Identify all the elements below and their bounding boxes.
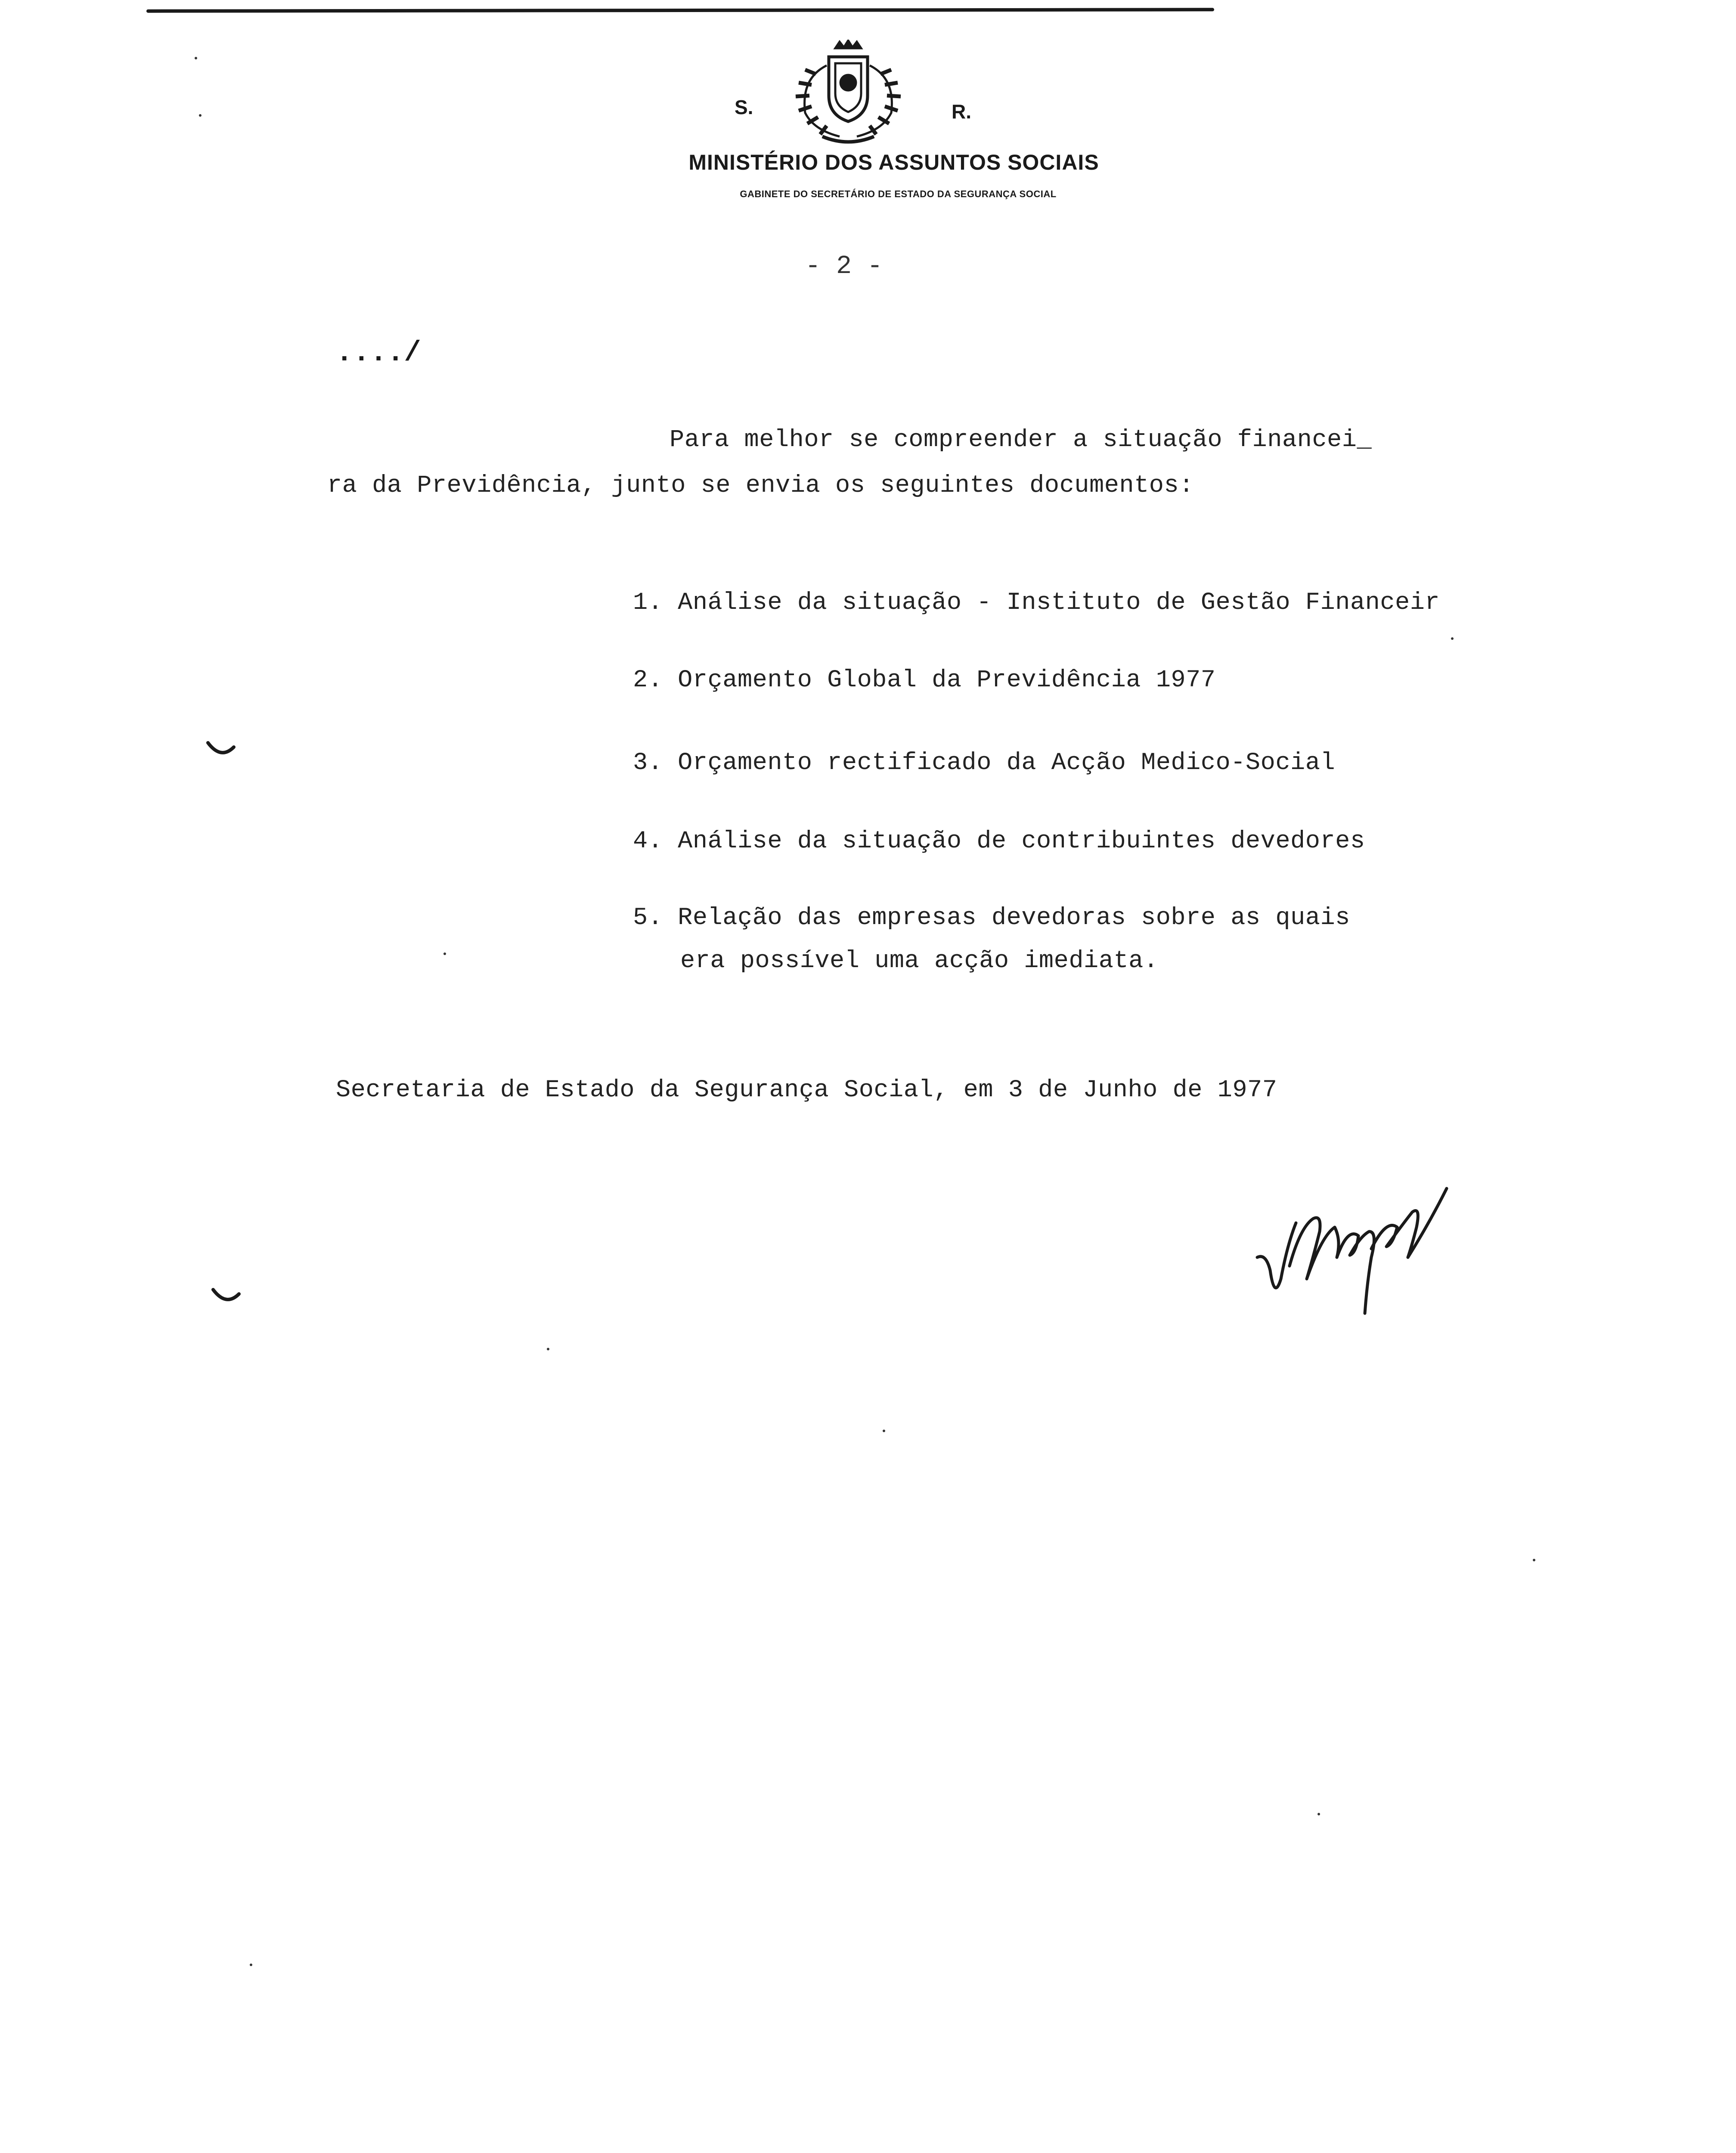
document-list-item: 1. Análise da situação - Instituto de Gestão Financeir (633, 589, 1440, 617)
document-list-item: 3. Orçamento rectificado da Acção Medico-Social (633, 749, 1336, 777)
document-list-item-continued: era possível uma acção imediata. (680, 947, 1159, 975)
document-list-item: 4. Análise da situação de contribuintes devedores (633, 828, 1365, 855)
punch-hole-mark (211, 1287, 241, 1305)
punch-hole-mark (206, 741, 236, 758)
cabinet-name: GABINETE DO SECRETÁRIO DE ESTADO DA SEGURANÇA SOCIAL (740, 189, 1057, 199)
closing-line: Secretaria de Estado da Segurança Social, em 3 de Junho de 1977 (336, 1076, 1277, 1104)
scan-speck (1533, 1559, 1535, 1561)
handwritten-signature (1249, 1171, 1472, 1326)
document-list-item: 5. Relação das empresas devedoras sobre as quais (633, 904, 1350, 932)
continuation-mark: ..../ (336, 337, 422, 369)
ministry-name: MINISTÉRIO DOS ASSUNTOS SOCIAIS (688, 150, 1099, 174)
scan-speck (199, 114, 202, 117)
paragraph-line-2: ra da Previdência, junto se envia os seguintes documentos: (327, 472, 1194, 499)
scan-speck (547, 1348, 549, 1350)
letterhead-initial-s: S. (735, 96, 753, 118)
scan-speck (1318, 1813, 1320, 1815)
scan-speck (250, 1964, 252, 1966)
document-list-item: 2. Orçamento Global da Previdência 1977 (633, 667, 1216, 694)
scan-speck (1451, 637, 1454, 640)
scan-speck (883, 1430, 885, 1432)
letterhead-initial-r: R. (952, 100, 971, 123)
coat-of-arms-icon (775, 40, 921, 147)
top-rule (146, 8, 1214, 12)
page-number: - 2 - (805, 252, 883, 281)
paragraph-line-1: Para melhor se compreender a situação financei_ (670, 426, 1372, 454)
scan-speck (195, 57, 197, 59)
scan-speck (443, 952, 446, 955)
